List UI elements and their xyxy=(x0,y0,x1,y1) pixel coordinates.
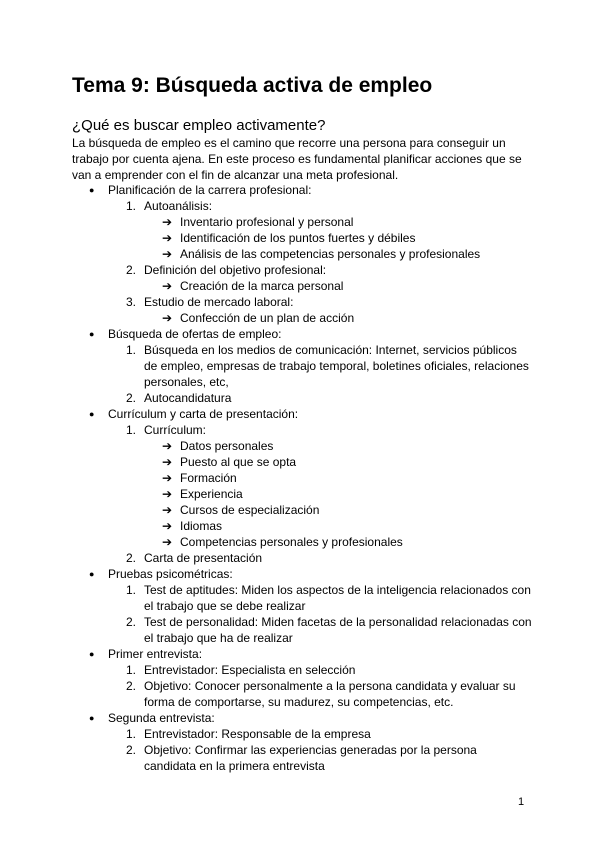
bullet-item xyxy=(72,182,532,198)
bullet-icon: ● xyxy=(89,649,95,659)
numbered-item-label: Carta de presentación xyxy=(144,551,263,565)
arrow-item-label: Identificación de los puntos fuertes y débiles xyxy=(180,231,416,245)
numbered-item xyxy=(72,198,532,214)
arrow-right-icon: ➔ xyxy=(162,215,173,229)
arrow-item xyxy=(72,518,532,534)
numbered-item-label: Estudio de mercado laboral: xyxy=(144,295,294,309)
arrow-item xyxy=(72,230,532,246)
arrow-item xyxy=(72,486,532,502)
bullet-item xyxy=(72,646,532,662)
arrow-item xyxy=(72,502,532,518)
item-number: 2. xyxy=(126,743,137,757)
arrow-item xyxy=(72,246,532,262)
numbered-item xyxy=(72,294,532,310)
arrow-right-icon: ➔ xyxy=(162,247,173,261)
arrow-item-label: Creación de la marca personal xyxy=(180,279,344,293)
bullet-label: Planificación de la carrera profesional: xyxy=(108,183,312,197)
bullet-label: Segunda entrevista: xyxy=(108,711,215,725)
arrow-item xyxy=(72,214,532,230)
arrow-right-icon: ➔ xyxy=(162,535,173,549)
numbered-item-label: Test de personalidad: Miden facetas de la personalidad relacionadas con el trabajo que ha de realizar xyxy=(144,615,532,645)
section-heading: ¿Qué es buscar empleo activamente? xyxy=(72,117,326,134)
arrow-item-label: Experiencia xyxy=(180,487,243,501)
item-number: 1. xyxy=(126,583,137,597)
numbered-item xyxy=(72,614,532,646)
item-number: 2. xyxy=(126,615,137,629)
item-number: 2. xyxy=(126,679,137,693)
arrow-item xyxy=(72,470,532,486)
numbered-item-label: Búsqueda en los medios de comunicación: Internet, servicios públicos de empleo, empresas de trabajo temporal, boletines oficiales, relaciones personales, etc, xyxy=(144,343,529,389)
bullet-item xyxy=(72,326,532,342)
numbered-item-label: Autoanálisis: xyxy=(144,199,213,213)
numbered-item xyxy=(72,422,532,438)
item-number: 2. xyxy=(126,263,137,277)
item-number: 1. xyxy=(126,663,137,677)
bullet-item xyxy=(72,566,532,582)
arrow-item-label: Competencias personales y profesionales xyxy=(180,535,403,549)
item-number: 1. xyxy=(126,199,137,213)
bullet-icon: ● xyxy=(89,185,95,195)
arrow-right-icon: ➔ xyxy=(162,455,173,469)
arrow-item-label: Análisis de las competencias personales y profesionales xyxy=(180,247,481,261)
numbered-item xyxy=(72,342,532,390)
outline-list xyxy=(72,182,532,774)
bullet-icon: ● xyxy=(89,713,95,723)
item-number: 1. xyxy=(126,343,137,357)
bullet-icon: ● xyxy=(89,409,95,419)
bullet-label: Currículum y carta de presentación: xyxy=(108,407,299,421)
arrow-right-icon: ➔ xyxy=(162,311,173,325)
numbered-item xyxy=(72,678,532,710)
arrow-item-label: Datos personales xyxy=(180,439,274,453)
numbered-item xyxy=(72,390,532,406)
arrow-item xyxy=(72,454,532,470)
arrow-right-icon: ➔ xyxy=(162,439,173,453)
arrow-item xyxy=(72,438,532,454)
arrow-right-icon: ➔ xyxy=(162,487,173,501)
numbered-item-label: Definición del objetivo profesional: xyxy=(144,263,327,277)
intro-paragraph: La búsqueda de empleo es el camino que recorre una persona para conseguir un trabajo por cuenta ajena. En este proceso es fundamental planificar acciones que se van a emprender con el fin de alcanzar una meta profesional. xyxy=(72,136,522,182)
arrow-item-label: Cursos de especialización xyxy=(180,503,320,517)
item-number: 2. xyxy=(126,391,137,405)
numbered-item xyxy=(72,262,532,278)
bullet-label: Primer entrevista: xyxy=(108,647,203,661)
arrow-item xyxy=(72,278,532,294)
item-number: 1. xyxy=(126,727,137,741)
numbered-item-label: Objetivo: Conocer personalmente a la persona candidata y evaluar su forma de comportarse, su madurez, su competencias, etc. xyxy=(144,679,516,709)
page-title: Tema 9: Búsqueda activa de empleo xyxy=(72,74,433,97)
numbered-item-label: Currículum: xyxy=(144,423,207,437)
arrow-right-icon: ➔ xyxy=(162,279,173,293)
numbered-item xyxy=(72,550,532,566)
arrow-right-icon: ➔ xyxy=(162,231,173,245)
arrow-item-label: Confección de un plan de acción xyxy=(180,311,355,325)
bullet-item xyxy=(72,710,532,726)
numbered-item-label: Autocandidatura xyxy=(144,391,232,405)
bullet-item xyxy=(72,406,532,422)
arrow-item-label: Formación xyxy=(180,471,237,485)
numbered-item-label: Test de aptitudes: Miden los aspectos de la inteligencia relacionados con el trabajo que se debe realizar xyxy=(144,583,531,613)
page-number: 1 xyxy=(518,796,525,808)
numbered-item-label: Objetivo: Confirmar las experiencias generadas por la persona candidata en la primera entrevista xyxy=(144,743,477,773)
item-number: 3. xyxy=(126,295,137,309)
arrow-item xyxy=(72,534,532,550)
numbered-item xyxy=(72,662,532,678)
arrow-item-label: Inventario profesional y personal xyxy=(180,215,354,229)
bullet-label: Pruebas psicométricas: xyxy=(108,567,233,581)
arrow-right-icon: ➔ xyxy=(162,471,173,485)
item-number: 1. xyxy=(126,423,137,437)
bullet-icon: ● xyxy=(89,569,95,579)
arrow-item xyxy=(72,310,532,326)
numbered-item-label: Entrevistador: Responsable de la empresa xyxy=(144,727,371,741)
arrow-right-icon: ➔ xyxy=(162,503,173,517)
numbered-item-label: Entrevistador: Especialista en selección xyxy=(144,663,356,677)
item-number: 2. xyxy=(126,551,137,565)
numbered-item xyxy=(72,726,532,742)
numbered-item xyxy=(72,582,532,614)
arrow-right-icon: ➔ xyxy=(162,519,173,533)
numbered-item xyxy=(72,742,532,774)
arrow-item-label: Idiomas xyxy=(180,519,223,533)
bullet-icon: ● xyxy=(89,329,95,339)
arrow-item-label: Puesto al que se opta xyxy=(180,455,297,469)
bullet-label: Búsqueda de ofertas de empleo: xyxy=(108,327,282,341)
